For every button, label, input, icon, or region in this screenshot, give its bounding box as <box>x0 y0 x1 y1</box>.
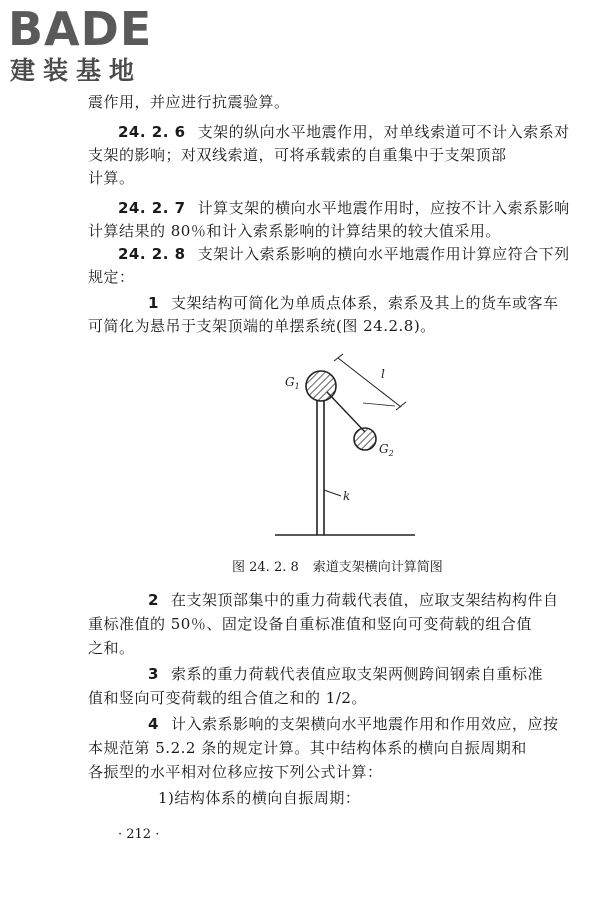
item-1 <box>148 293 558 313</box>
mass-g2 <box>354 428 376 450</box>
item-text: 支架结构可简化为单质点体系，索系及其上的货车或客车 <box>170 294 559 312</box>
page-number: · 212 · <box>118 827 160 842</box>
clause-24-2-6 <box>118 122 570 142</box>
label-k: k <box>343 489 351 503</box>
clause-number: 24. 2. 8 <box>118 245 186 263</box>
text-line: 值和竖向可变荷载的组合值之和的 1/2。 <box>88 689 367 707</box>
clause-text: 支架计入索系影响的横向水平地震作用计算应符合下列 <box>197 245 570 263</box>
text-line: 规定： <box>88 268 135 286</box>
item-4 <box>148 714 558 734</box>
brand-logo <box>8 4 178 88</box>
caption-text: 索道支架横向计算简图 <box>312 560 443 575</box>
item-number: 1 <box>148 294 159 312</box>
item-text: 计入索系影响的支架横向水平地震作用和作用效应，应按 <box>170 715 559 733</box>
clause-number: 24. 2. 6 <box>118 123 186 141</box>
item-number: 4 <box>148 715 159 733</box>
label-g2: $G_2$ <box>379 442 394 458</box>
text-line: 各振型的水平相对位移应按下列公式计算： <box>88 763 383 781</box>
text-line: 可简化为悬吊于支架顶端的单摆系统(图 24.2.8)。 <box>88 317 436 335</box>
pendulum-rod <box>327 392 365 432</box>
item-text: 在支架顶部集中的重力荷载代表值，应取支架结构构件自 <box>170 591 559 609</box>
text-line: 本规范第 5.2.2 条的规定计算。其中结构体系的横向自振周期和 <box>88 739 527 757</box>
support-column <box>317 400 324 535</box>
text-line: 重标准值的 50％、固定设备自重标准值和竖向可变荷载的组合值 <box>88 615 532 633</box>
clause-text: 计算支架的横向水平地震作用时，应按不计入索系影响 <box>197 199 570 217</box>
clause-24-2-7 <box>118 198 570 218</box>
figure-cableway-support <box>255 350 445 545</box>
label-g1: $G_1$ <box>285 375 300 391</box>
text-line: 计算结果的 80％和计入索系影响的计算结果的较大值采用。 <box>88 222 501 240</box>
logo-wordmark: BADE <box>8 2 153 56</box>
k-leader <box>324 490 341 496</box>
sub-item-1: 1)结构体系的横向自振周期： <box>158 789 361 807</box>
logo-subtitle: 建装基地 <box>10 56 143 85</box>
item-2 <box>148 590 558 610</box>
mass-g1 <box>306 371 336 401</box>
item-number: 2 <box>148 591 159 609</box>
clause-text: 支架的纵向水平地震作用，对单线索道可不计入索系对 <box>197 123 570 141</box>
clause-24-2-8 <box>118 244 570 264</box>
caption-number: 图 24. 2. 8 <box>232 560 299 575</box>
text-line: 支架的影响；对双线索道，可将承载索的自重集中于支架顶部 <box>88 146 507 164</box>
label-l: l <box>381 367 385 381</box>
text-line: 之和。 <box>88 639 135 657</box>
item-text: 索系的重力荷载代表值应取支架两侧跨间钢索自重标准 <box>170 665 543 683</box>
text-line: 震作用，并应进行抗震验算。 <box>88 93 290 111</box>
item-3 <box>148 664 543 684</box>
dimension-l <box>334 354 406 410</box>
item-number: 3 <box>148 665 159 683</box>
figure-caption <box>232 559 443 577</box>
text-line: 计算。 <box>88 169 135 187</box>
clause-number: 24. 2. 7 <box>118 199 186 217</box>
